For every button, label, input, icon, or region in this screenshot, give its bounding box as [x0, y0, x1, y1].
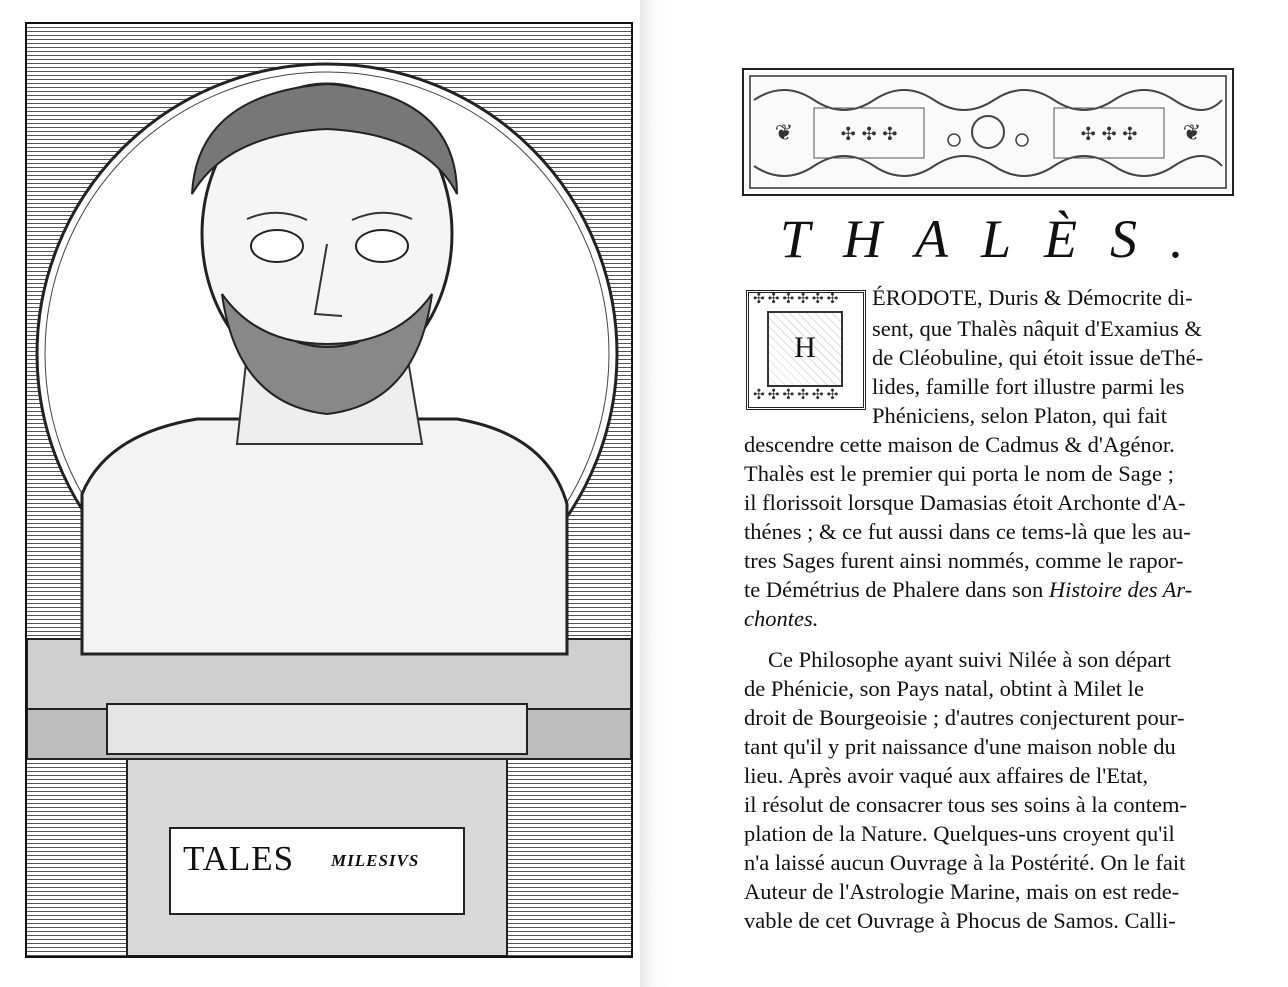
text-line: lides, famille fort illustre parmi les [872, 374, 1185, 399]
text-line-part: te Démétrius de Phalere dans son [744, 577, 1049, 602]
text-line: tres Sages furent ainsi nommés, comme le rapor- [744, 548, 1184, 573]
text-line [744, 577, 1192, 603]
caption-epithet: MILESIVS [331, 851, 420, 870]
bust-illustration [27, 24, 631, 956]
svg-text:✣ ✣ ✣: ✣ ✣ ✣ [1080, 124, 1138, 145]
text-line: plation de la Nature. Quelques-uns croyent qu'il [744, 821, 1175, 846]
text-line: vable de cet Ouvrage à Phocus de Samos. Calli- [744, 908, 1176, 933]
floral-ornament [744, 70, 1232, 194]
drop-cap-letter: H [794, 331, 816, 364]
drop-cap-inner [767, 311, 843, 387]
caption-plaque [169, 827, 465, 915]
text-line: de Cléobuline, qui étoit issue deThé- [872, 345, 1204, 370]
right-page [670, 0, 1288, 987]
text-line: il florissoit lorsque Damasias étoit Archonte d'A- [744, 490, 1186, 515]
text-line: de Phénicie, son Pays natal, obtint à Milet le [744, 676, 1144, 701]
text-line: n'a laissé aucun Ouvrage à la Postérité. On le fait [744, 850, 1186, 875]
book-gutter [640, 0, 670, 987]
ornament-icon: ✣✣✣✣✣✣ [753, 387, 842, 403]
text-line: chontes. [744, 606, 819, 631]
text-line: ÉRODOTE, Duris & Démocrite di- [872, 285, 1193, 310]
text-line: Phéniciens, selon Platon, qui fait [872, 403, 1167, 428]
text-line: sent, que Thalès nâquit d'Examius & [872, 316, 1202, 341]
page-title: THALÈS. [780, 209, 1217, 269]
ornament-icon: ✣✣✣✣✣✣ [753, 291, 842, 307]
text-line: il résolut de consacrer tous ses soins à la contem- [744, 792, 1188, 817]
caption-name: TALES [183, 839, 295, 878]
portrait-engraving [25, 22, 633, 958]
text-line: lieu. Après avoir vaqué aux affaires de l'Etat, [744, 763, 1149, 788]
left-page [0, 0, 640, 987]
drop-cap-frame [746, 290, 866, 410]
text-line: descendre cette maison de Cadmus & d'Agénor. [744, 432, 1175, 457]
text-line: droit de Bourgeoisie ; d'autres conjecturent pour- [744, 705, 1185, 730]
svg-text:✣ ✣ ✣: ✣ ✣ ✣ [840, 124, 898, 145]
text-line: Thalès est le premier qui porta le nom de Sage ; [744, 461, 1174, 486]
text-line: tant qu'il y prit naissance d'une maison noble du [744, 734, 1176, 759]
work-title: Histoire des Ar- [1048, 577, 1193, 602]
text-line: Ce Philosophe ayant suivi Nilée à son départ [768, 647, 1172, 672]
ornamental-headpiece [742, 68, 1234, 196]
svg-text:❦: ❦ [1182, 121, 1202, 146]
text-line: Auteur de l'Astrologie Marine, mais on est rede- [744, 879, 1180, 904]
svg-text:❦: ❦ [774, 121, 794, 146]
text-line: thénes ; & ce fut aussi dans ce tems-là que les au- [744, 519, 1191, 544]
